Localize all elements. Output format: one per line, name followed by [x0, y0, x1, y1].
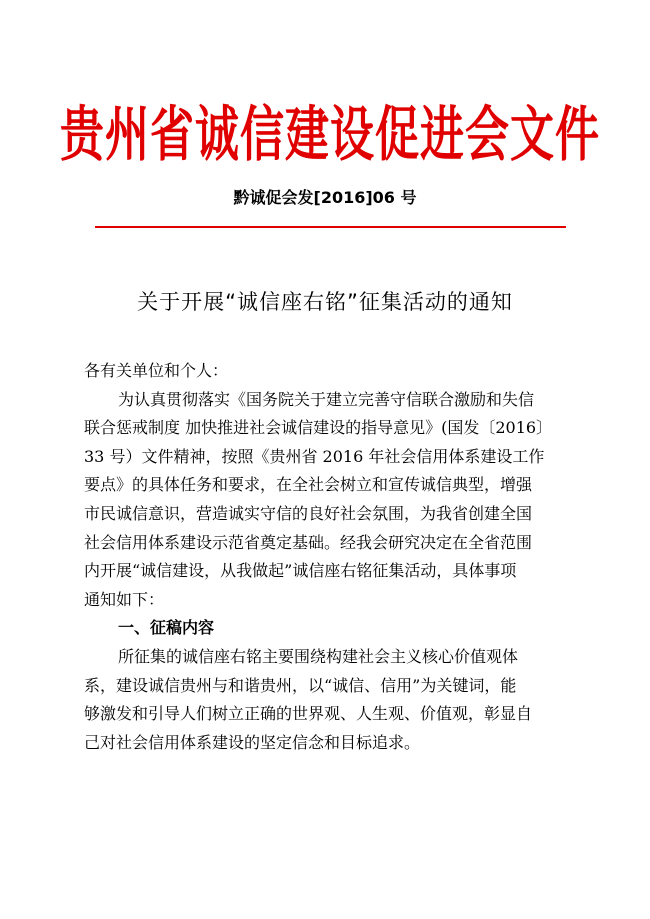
paragraph-line: 通知如下： [84, 589, 165, 609]
paragraph-line: 要点》的具体任务和要求，在全社会树立和宣传诚信典型，增强 [84, 475, 533, 495]
paragraph-1 [84, 386, 574, 615]
salutation: 各有关单位和个人： [84, 361, 229, 380]
paragraph-line: 为认真贯彻落实《国务院关于建立完善守信联合激励和失信 [118, 389, 535, 409]
paragraph-line: 联合惩戒制度 加快推进社会诚信建设的指导意见》(国发〔2016〕 [84, 418, 553, 438]
section-heading: 一、征稿内容 [118, 618, 215, 638]
paragraph-2 [84, 643, 574, 757]
notice-title: 关于开展“诚信座右铭”征集活动的通知 [137, 290, 513, 314]
paragraph-line: 系，建设诚信贵州与和谐贵州，以“诚信、信用”为关键词，能 [84, 675, 517, 695]
paragraph-line: 内开展“诚信建设，从我做起”诚信座右铭征集活动，具体事项 [84, 561, 517, 581]
paragraph-line: 够激发和引导人们树立正确的世界观、人生观、价值观，彰显自 [84, 704, 533, 724]
paragraph-line: 市民诚信意识，营造诚实守信的良好社会氛围，为我省创建全国 [84, 503, 533, 523]
paragraph-line: 社会信用体系建设示范省奠定基础。经我会研究决定在全省范围 [84, 532, 533, 552]
paragraph-line: 己对社会信用体系建设的坚定信念和目标追求。 [84, 732, 421, 752]
organization-title: 贵州省诚信建设促进会文件 [60, 100, 600, 170]
paragraph-line: 33 号）文件精神，按照《贵州省 2016 年社会信用体系建设工作 [84, 446, 545, 466]
paragraph-line: 所征集的诚信座右铭主要围绕构建社会主义核心价值观体 [118, 646, 519, 666]
header-divider [95, 226, 566, 228]
document-body [84, 357, 574, 757]
document-number: 黔诚促会发[2016]06 号 [233, 188, 417, 207]
